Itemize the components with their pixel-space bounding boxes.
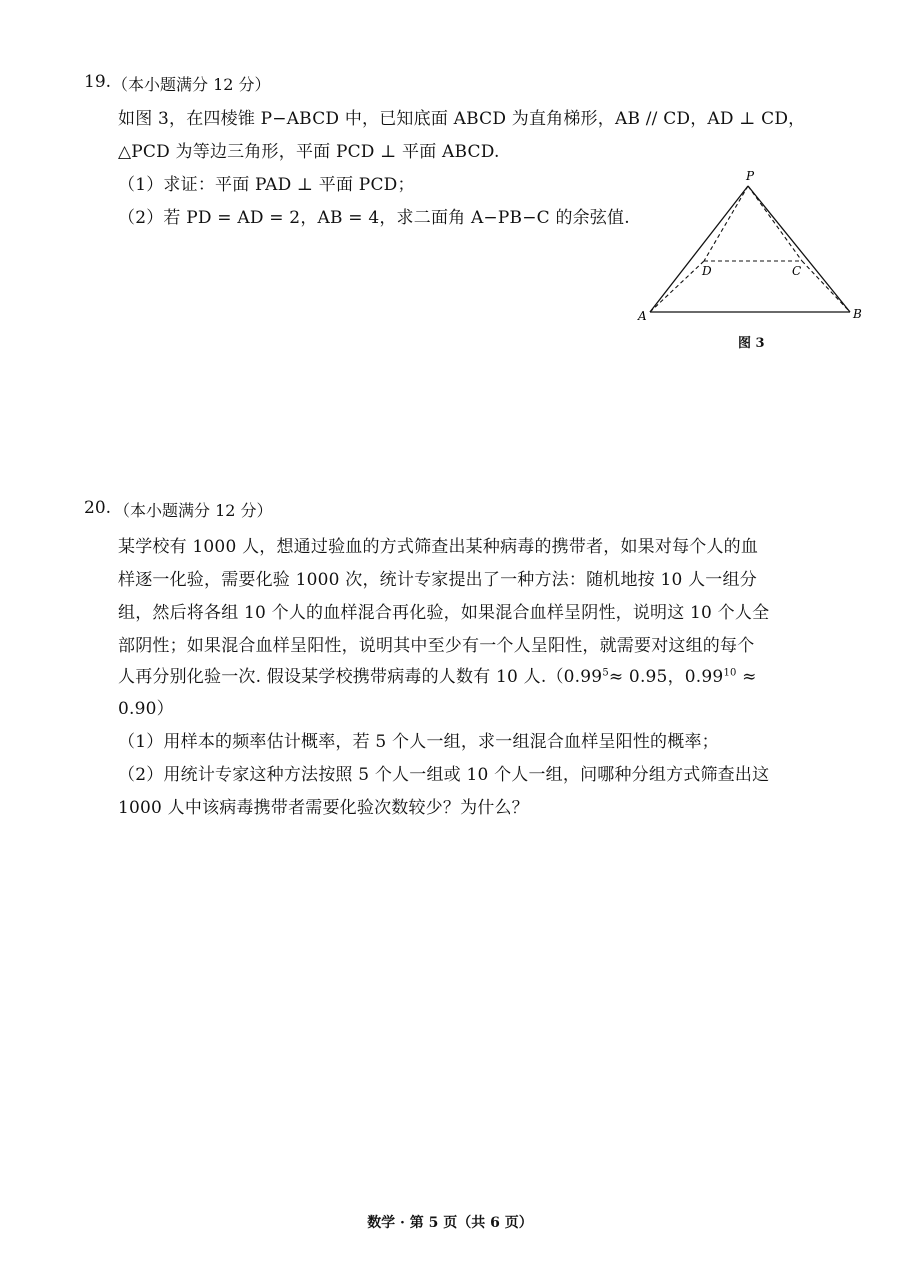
label-D: D bbox=[702, 264, 712, 278]
edge-PB bbox=[748, 186, 850, 312]
figure-caption: 图 3 bbox=[738, 336, 765, 351]
q20-line2: 样逐一化验，需要化验 1000 次，统计专家提出了一种方法：随机地按 10 人一组分 bbox=[118, 570, 757, 590]
q20-line5-tail: ≈ bbox=[736, 667, 757, 687]
edge-CB bbox=[802, 261, 850, 312]
edge-AD bbox=[650, 261, 704, 312]
q20-line4: 部阴性；如果混合血样呈阳性，说明其中至少有一个人呈阳性，就需要对这组的每个 bbox=[118, 636, 755, 656]
q20-part2-line2: 1000 人中该病毒携带者需要化验次数较少？为什么？ bbox=[118, 798, 529, 818]
q20-header: （本小题满分 12 分） bbox=[114, 501, 273, 520]
q20-line5-text: 人再分别化验一次. 假设某学校携带病毒的人数有 10 人.（0.99 bbox=[118, 667, 603, 687]
q19-header: （本小题满分 12 分） bbox=[112, 75, 271, 94]
edge-PD bbox=[704, 186, 748, 261]
exponent-10: 10 bbox=[723, 667, 737, 679]
edge-PC bbox=[748, 186, 802, 261]
q20-line5-mid: ≈ 0.95，0.99 bbox=[608, 667, 724, 687]
q19-number: 19. bbox=[84, 72, 112, 92]
q20-line3: 组，然后将各组 10 个人的血样混合再化验，如果混合血样呈阴性，说明这 10 个人全 bbox=[118, 603, 770, 623]
q20-part1: （1）用样本的频率估计概率，若 5 个人一组，求一组混合血样呈阳性的概率； bbox=[118, 732, 719, 752]
q20-line6: 0.90） bbox=[118, 699, 174, 719]
q19-part2: （2）若 PD = AD = 2，AB = 4，求二面角 A−PB−C 的余弦值. bbox=[118, 208, 630, 228]
q19-intro-line2: △PCD 为等边三角形，平面 PCD ⊥ 平面 ABCD. bbox=[118, 142, 500, 162]
label-C: C bbox=[792, 264, 802, 278]
page-footer: 数学 · 第 5 页（共 6 页） bbox=[367, 1215, 533, 1231]
exponent-5: 5 bbox=[602, 667, 609, 679]
q19-intro-line1: 如图 3，在四棱锥 P−ABCD 中，已知底面 ABCD 为直角梯形，AB // CD，AD ⊥ CD， bbox=[118, 109, 806, 129]
q19-part1: （1）求证：平面 PAD ⊥ 平面 PCD； bbox=[118, 175, 415, 195]
label-P: P bbox=[746, 169, 755, 183]
q20-line5 bbox=[118, 662, 757, 687]
q20-part2-line1: （2）用统计专家这种方法按照 5 个人一组或 10 个人一组，问哪种分组方式筛查出这 bbox=[118, 765, 770, 785]
q20-line1: 某学校有 1000 人，想通过验血的方式筛查出某种病毒的携带者，如果对每个人的血 bbox=[118, 537, 759, 557]
label-A: A bbox=[638, 309, 647, 323]
edge-PA bbox=[650, 186, 748, 312]
q20-number: 20. bbox=[84, 498, 112, 518]
label-B: B bbox=[853, 307, 862, 321]
